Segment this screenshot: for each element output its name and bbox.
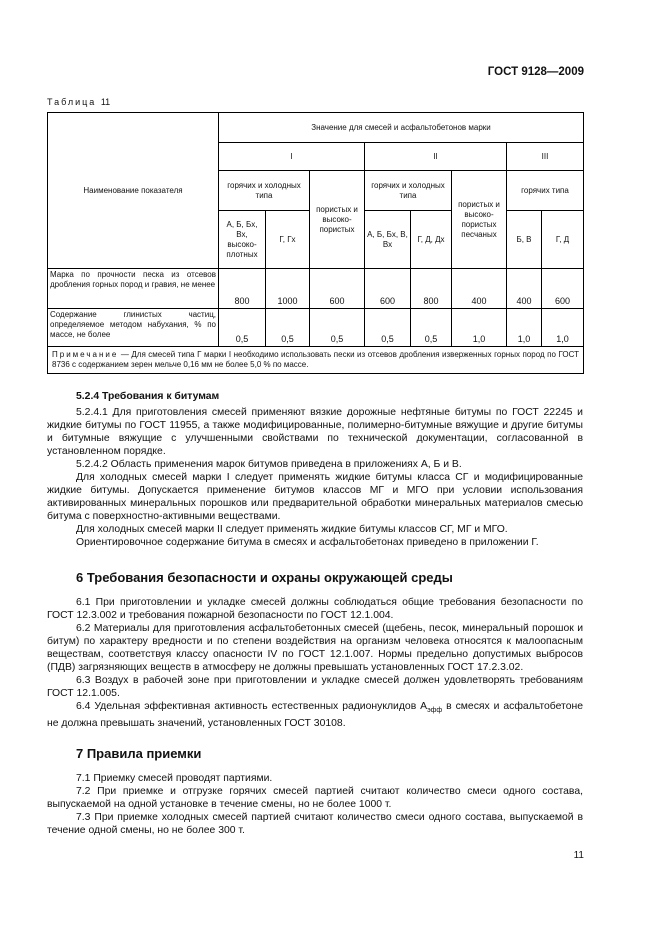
- row-label: Марка по прочности песка из отсевов дробления горных пород и гравия, не менее: [48, 269, 219, 309]
- section-7-body: [47, 772, 583, 837]
- cell: 800: [411, 269, 452, 309]
- paragraph-5-2-4-1: 5.2.4.1 Для приготовления смесей применяют вязкие дорожные нефтяные битумы по ГОСТ 22245 и жидкие битумы по ГОСТ 11955, а также модифицированные, полимерно-битумные вяжущие и другие битумы и битумные вяжущие с улучшенными свойствами по технической документации, согласованной в установленном порядке.: [47, 407, 583, 457]
- paragraph-5-2-4-2: 5.2.4.2 Область применения марок битумов приведена в приложениях А, Б и В.: [76, 459, 462, 470]
- subscript-eff: эфф: [427, 707, 443, 715]
- table-11: [47, 112, 584, 374]
- section-6-body: [47, 596, 583, 730]
- header-sub-1: А, Б, Бх, Вх, высоко-плотных: [219, 211, 266, 269]
- row-label: Содержание глинистых частиц, определяемое методом набухания, % по массе, не более: [48, 309, 219, 347]
- header-g2-porous: пористых и высоко-пористых песчаных: [452, 171, 507, 269]
- paragraph-6-1: 6.1 При приготовлении и укладке смесей должны соблюдаться общие требования безопасности по ГОСТ 12.3.002 и требования пожарной безопасности по ГОСТ 12.1.004.: [47, 597, 583, 621]
- header-g3-hot: горячих типа: [507, 171, 584, 211]
- header-grade-2: II: [365, 143, 507, 171]
- cell: 600: [542, 269, 584, 309]
- note-label: Примечание: [52, 350, 119, 359]
- table-row: [48, 269, 584, 309]
- paragraph-7-2: 7.2 При приемке и отгрузке горячих смесей партией считают количество смеси одного состава, выпускаемой на одной установке в течение смены, но не более 1000 т.: [47, 786, 583, 810]
- paragraph-5-2-4-2-cold-I: Для холодных смесей марки I следует применять жидкие битумы класса СГ и модифицированные жидкие битумы. Допускается применение битумов классов МГ и МГО при условии использования активированных минеральных порошков или предварительной обработки минеральных материалов смесью битума с поверхностно-активными веществами.: [47, 472, 583, 522]
- paragraph-7-1: 7.1 Приемку смесей проводят партиями.: [76, 773, 273, 784]
- table-row: [48, 309, 584, 347]
- cell: 0,5: [411, 309, 452, 347]
- section-6-heading: 6 Требования безопасности и охраны окружающей среды: [76, 570, 453, 585]
- header-grade-1: I: [219, 143, 365, 171]
- cell: 0,5: [219, 309, 266, 347]
- cell: 600: [365, 269, 411, 309]
- cell: 1,0: [507, 309, 542, 347]
- section-5-2-4-heading: 5.2.4 Требования к битумам: [76, 391, 220, 402]
- header-grade-3: III: [507, 143, 584, 171]
- note-text: — Для смесей типа Г марки I необходимо использовать пески из отсевов дробления изверженных горных пород по ГОСТ 8736 с содержанием зерен мельче 0,16 мм не более 5,0 % по массе.: [52, 350, 579, 369]
- paragraph-6-4-part-b: в смесях и асфальтобетоне не должна превышать значений, установленных ГОСТ 30108.: [47, 701, 583, 730]
- paragraph-6-2: 6.2 Материалы для приготовления асфальтобетонных смесей (щебень, песок, минеральный порошок и битум) по характеру вредности и по степени воздействия на организм человека относятся к малоопасным веществам, соответствуя классу опасности IV по ГОСТ 12.1.007. Нормы предельно допустимых выбросов (ПДВ) загрязняющих веществ в атмосферу не должны превышать установленных ГОСТ 17.2.3.02.: [47, 623, 583, 673]
- cell: 0,5: [266, 309, 310, 347]
- table-note: [48, 347, 584, 374]
- cell: 400: [452, 269, 507, 309]
- header-g1-hot-cold: горячих и холодных типа: [219, 171, 310, 211]
- header-sub-3: А, Б, Бх, В, Вх: [365, 211, 411, 269]
- paragraph-5-2-4-2-bitumen-content: Ориентировочное содержание битума в смесях и асфальтобетонах приведено в приложении Г.: [76, 537, 539, 548]
- section-7-heading: 7 Правила приемки: [76, 746, 202, 761]
- cell: 1000: [266, 269, 310, 309]
- header-g1-porous: пористых и высоко-пористых: [310, 171, 365, 269]
- cell: 1,0: [542, 309, 584, 347]
- header-sub-5: Б, В: [507, 211, 542, 269]
- header-sub-6: Г, Д: [542, 211, 584, 269]
- header-values: Значение для смесей и асфальтобетонов марки: [219, 113, 584, 143]
- header-sub-2: Г, Гх: [266, 211, 310, 269]
- header-sub-4: Г, Д, Дх: [411, 211, 452, 269]
- table-caption-number: 11: [100, 97, 111, 107]
- paragraph-6-3: 6.3 Воздух в рабочей зоне при приготовлении и укладке смесей должен удовлетворять требованиям ГОСТ 12.1.005.: [47, 675, 583, 699]
- table-caption-word: Таблица: [47, 97, 97, 107]
- header-parameter-name: Наименование показателя: [48, 113, 219, 269]
- paragraph-7-3: 7.3 При приемке холодных смесей партией считают количество смеси одного состава, выпускаемой в течение одной смены, но не более 300 т.: [47, 812, 583, 836]
- cell: 0,5: [310, 309, 365, 347]
- cell: 800: [219, 269, 266, 309]
- header-g2-hot-cold: горячих и холодных типа: [365, 171, 452, 211]
- paragraph-5-2-4-2-cold-II: Для холодных смесей марки II следует применять жидкие битумы классов СГ, МГ и МГО.: [76, 524, 508, 535]
- cell: 600: [310, 269, 365, 309]
- page-number: 11: [573, 850, 584, 861]
- paragraph-6-4: [47, 700, 583, 730]
- section-5-2-4-body: [47, 406, 583, 549]
- cell: 0,5: [365, 309, 411, 347]
- table-caption: [47, 97, 110, 107]
- document-code: ГОСТ 9128—2009: [487, 66, 584, 78]
- table-note-row: [48, 347, 584, 374]
- cell: 400: [507, 269, 542, 309]
- paragraph-6-4-part-a: 6.4 Удельная эффективная активность естественных радионуклидов А: [76, 701, 428, 712]
- cell: 1,0: [452, 309, 507, 347]
